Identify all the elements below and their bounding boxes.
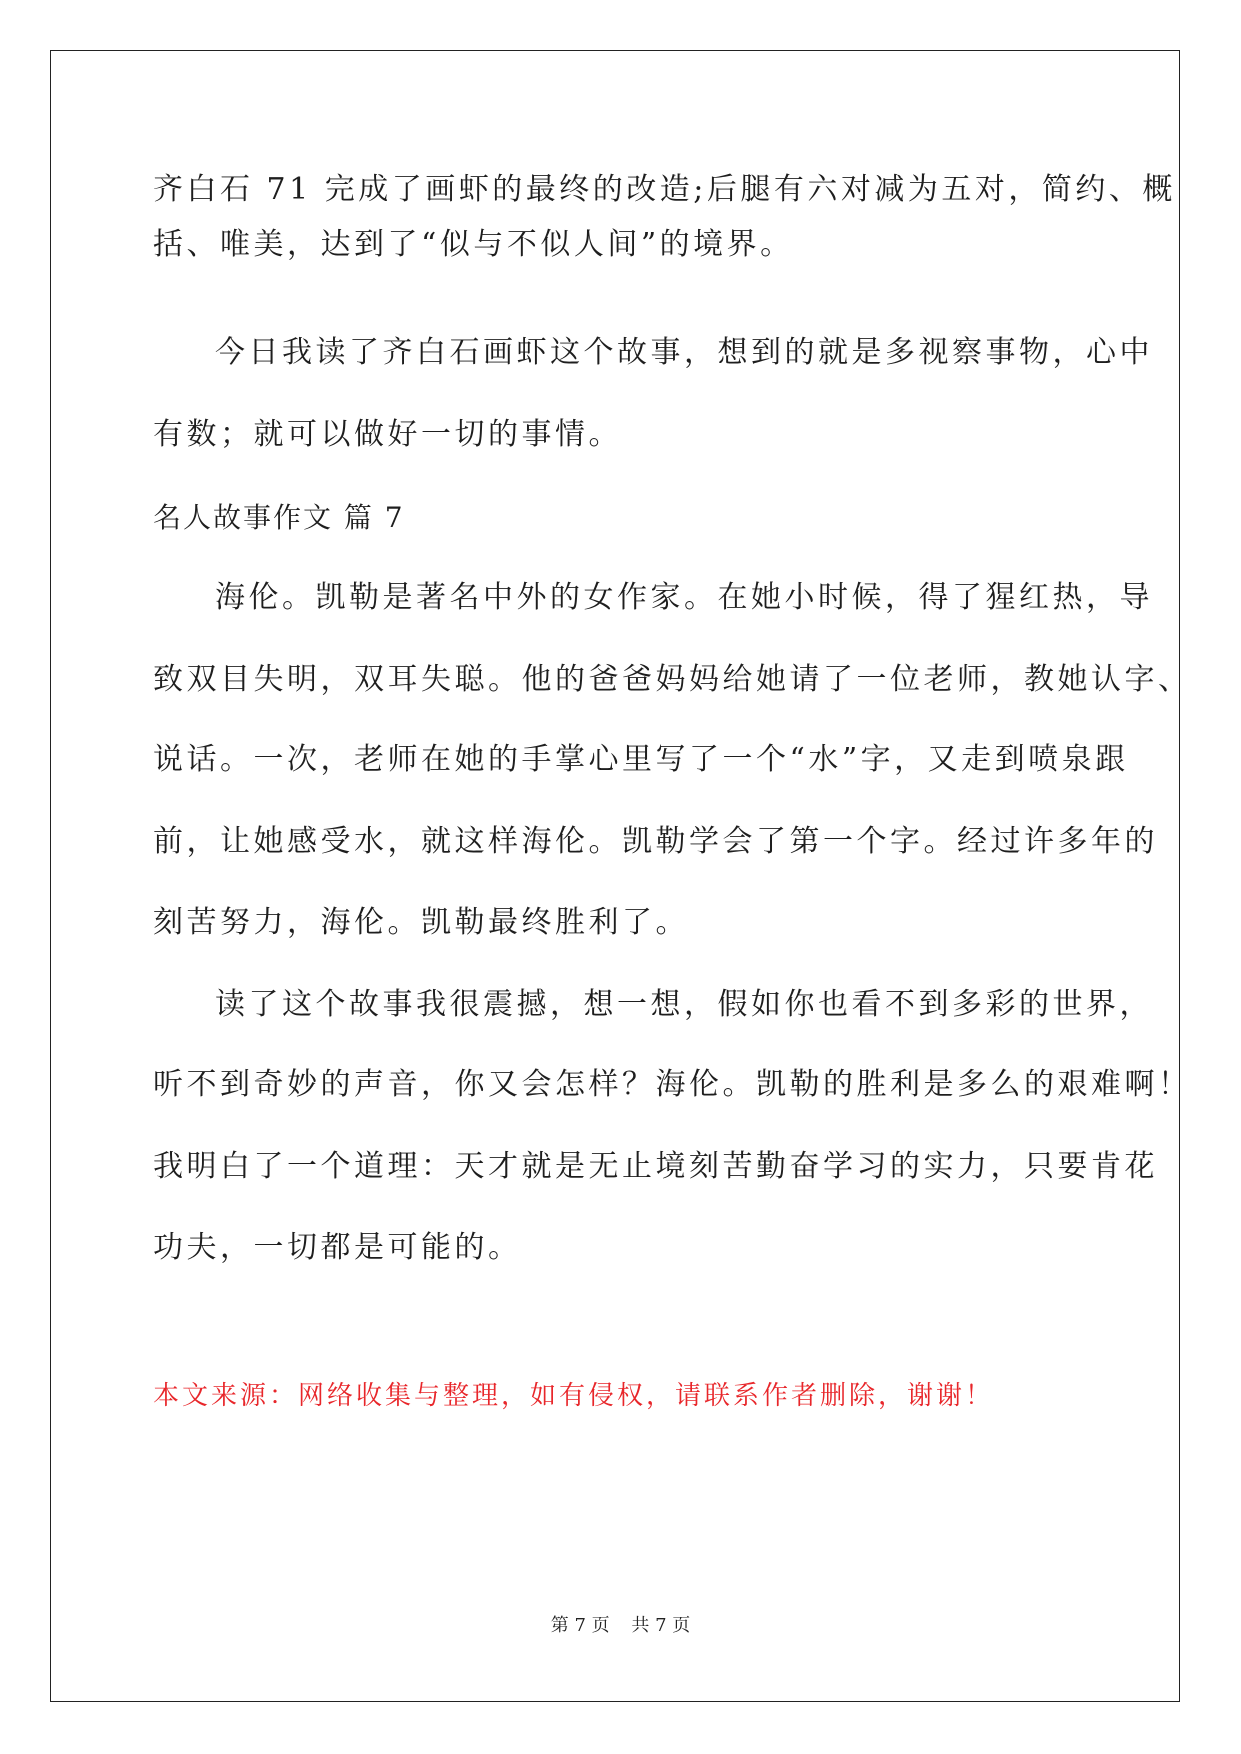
page-border: [50, 50, 1180, 1702]
text-line-9: 前，让她感受水，就这样海伦。凯勒学会了第一个字。经过许多年的: [153, 824, 1158, 859]
text-line-4: 有数；就可以做好一切的事情。: [153, 417, 622, 452]
text-line-2: 括、唯美，达到了“似与不似人间”的境界。: [153, 227, 794, 262]
text-line-8: 说话。一次，老师在她的手掌心里写了一个“水”字，又走到喷泉跟: [153, 742, 1129, 777]
text-line-12: 听不到奇妙的声音，你又会怎样？海伦。凯勒的胜利是多么的艰难啊！: [153, 1067, 1192, 1102]
text-line-6: 海伦。凯勒是著名中外的女作家。在她小时候，得了猩红热，导: [215, 580, 1153, 615]
text-line-3: 今日我读了齐白石画虾这个故事，想到的就是多视察事物，心中: [215, 335, 1153, 370]
text-line-10: 刻苦努力，海伦。凯勒最终胜利了。: [153, 905, 689, 940]
text-line-13: 我明白了一个道理：天才就是无止境刻苦勤奋学习的实力，只要肯花: [153, 1149, 1158, 1184]
text-line-14: 功夫，一切都是可能的。: [153, 1230, 522, 1265]
text-line-1: 齐白石 71 完成了画虾的最终的改造;后腿有六对减为五对，简约、概: [153, 172, 1176, 207]
current-page-label: 第 7 页: [550, 1615, 610, 1636]
source-note: 本文来源：网络收集与整理，如有侵权，请联系作者删除，谢谢！: [153, 1381, 995, 1411]
page-footer: [0, 1614, 1241, 1638]
section-heading: 名人故事作文 篇 7: [153, 501, 405, 534]
text-line-7: 致双目失明，双耳失聪。他的爸爸妈妈给她请了一位老师，教她认字、: [153, 662, 1192, 697]
text-line-11: 读了这个故事我很震撼，想一想，假如你也看不到多彩的世界，: [215, 987, 1153, 1022]
total-pages-label: 共 7 页: [631, 1615, 691, 1636]
